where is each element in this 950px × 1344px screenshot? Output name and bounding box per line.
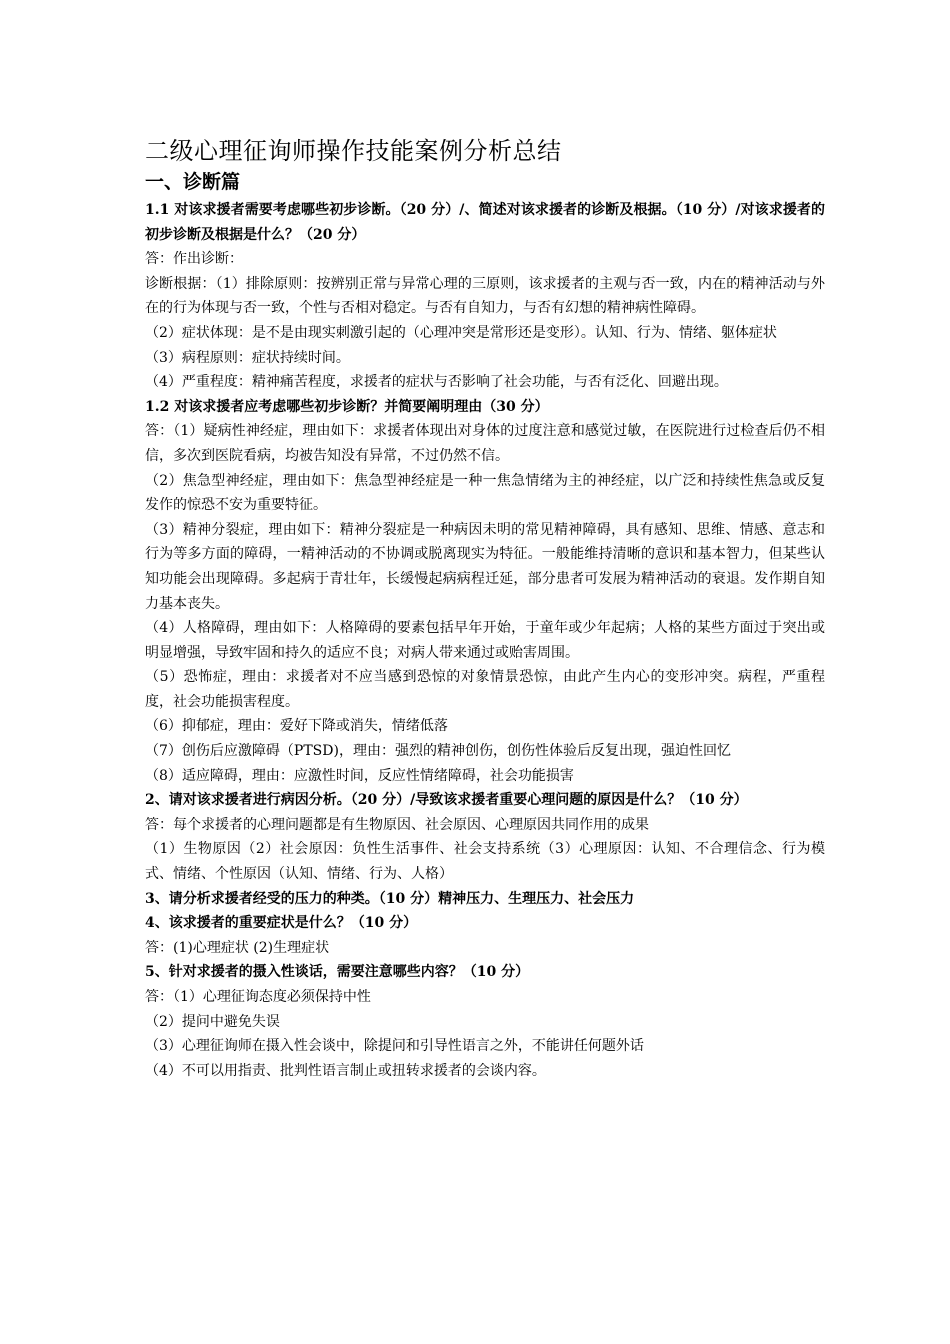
answer-paragraph: （4）不可以用指责、批判性语言制止或扭转求援者的会谈内容。 bbox=[145, 1062, 546, 1079]
answer-paragraph: （7）创伤后应激障碍（PTSD)，理由：强烈的精神创伤，创伤性体验后反复出现，强迫性回忆 bbox=[145, 743, 731, 760]
answer-paragraph: 诊断根据：（1）排除原则：按辨别正常与异常心理的三原则，该求援者的主观与否一致，内在的精神活动与外在的行为体现与否一致，个性与否相对稳定。与否有自知力，与否有幻想的精神病性障碍。 bbox=[145, 275, 825, 317]
answer-paragraph: 答：(1)心理症状 (2)生理症状 bbox=[145, 939, 330, 956]
question-2: 2、请对该求援者进行病因分析。（20 分）/导致该求援者重要心理问题的原因是什么？（10 分） bbox=[145, 792, 748, 809]
question-5: 5、针对求援者的摄入性谈话，需要注意哪些内容？（10 分） bbox=[145, 964, 530, 981]
answer-paragraph: （2）提问中避免失误 bbox=[145, 1013, 280, 1030]
document-body bbox=[145, 134, 825, 1083]
document-title: 二级心理征询师操作技能案例分析总结 bbox=[145, 137, 562, 165]
answer-paragraph: （3）心理征询师在摄入性会谈中，除提问和引导性语言之外，不能讲任何题外话 bbox=[145, 1038, 644, 1055]
question-4: 4、该求援者的重要症状是什么？（10 分） bbox=[145, 915, 418, 932]
section-title: 一、诊断篇 bbox=[145, 171, 241, 193]
answer-paragraph: （2）症状体现：是不是由现实刺激引起的（心理冲突是常形还是变形）。认知、行为、情绪、躯体症状 bbox=[145, 324, 777, 341]
answer-paragraph: 答：（1）心理征询态度必须保持中性 bbox=[145, 989, 371, 1005]
answer-paragraph: 答：（1）疑病性神经症，理由如下：求援者体现出对身体的过度注意和感觉过敏，在医院进行过检查后仍不相信，多次到医院看病，均被告知没有异常，不过仍然不信。 bbox=[145, 423, 825, 464]
answer-paragraph: 答：作出诊断： bbox=[145, 251, 243, 268]
question-1-1: 1.1 对该求援者需要考虑哪些初步诊断。（20 分）/、简述对该求援者的诊断及根据。（10 分）/对该求援者的初步诊断及根据是什么？（20 分） bbox=[145, 202, 825, 243]
answer-paragraph: （4）人格障碍，理由如下：人格障碍的要素包括早年开始，于童年或少年起病；人格的某些方面过于突出或明显增强，导致牢固和持久的适应不良；对病人带来通过或贻害周围。 bbox=[145, 620, 825, 661]
answer-paragraph: （2）焦急型神经症，理由如下：焦急型神经症是一种一焦急情绪为主的神经症，以广泛和持续性焦急或反复发作的惊恐不安为重要特征。 bbox=[145, 472, 825, 514]
question-1-2: 1.2 对该求援者应考虑哪些初步诊断？并简要阐明理由（30 分） bbox=[145, 398, 549, 415]
answer-paragraph: （8）适应障碍，理由：应激性时间，反应性情绪障碍，社会功能损害 bbox=[145, 767, 574, 784]
answer-paragraph: 答：每个求援者的心理问题都是有生物原因、社会原因、心理原因共同作用的成果 bbox=[145, 816, 649, 833]
answer-paragraph: （3）精神分裂症，理由如下：精神分裂症是一种病因未明的常见精神障碍，具有感知、思维、情感、意志和行为等多方面的障碍，一精神活动的不协调或脱离现实为特征。一般能维持清晰的意识和基本智力，但某些认知功能会出现障碍。多起病于青壮年，长缓慢起病病程迁延，部分患者可发展为精神活动的衰退。发作期自知力基本丧失。 bbox=[145, 521, 825, 612]
question-3: 3、请分析求援者经受的压力的种类。（10 分）精神压力、生理压力、社会压力 bbox=[145, 890, 635, 907]
answer-paragraph: （3）病程原则：症状持续时间。 bbox=[145, 349, 350, 366]
answer-paragraph: （6）抑郁症，理由：爱好下降或消失，情绪低落 bbox=[145, 718, 448, 735]
answer-paragraph: （4）严重程度：精神痛苦程度，求援者的症状与否影响了社会功能，与否有泛化、回避出现。 bbox=[145, 374, 728, 391]
answer-paragraph: （1）生物原因（2）社会原因：负性生活事件、社会支持系统（3）心理原因：认知、不合理信念、行为模式、情绪、个性原因（认知、情绪、行为、人格） bbox=[145, 841, 825, 883]
answer-paragraph: （5）恐怖症，理由：求援者对不应当感到恐惊的对象情景恐惊，由此产生内心的变形冲突。病程，严重程度，社会功能损害程度。 bbox=[145, 669, 825, 710]
